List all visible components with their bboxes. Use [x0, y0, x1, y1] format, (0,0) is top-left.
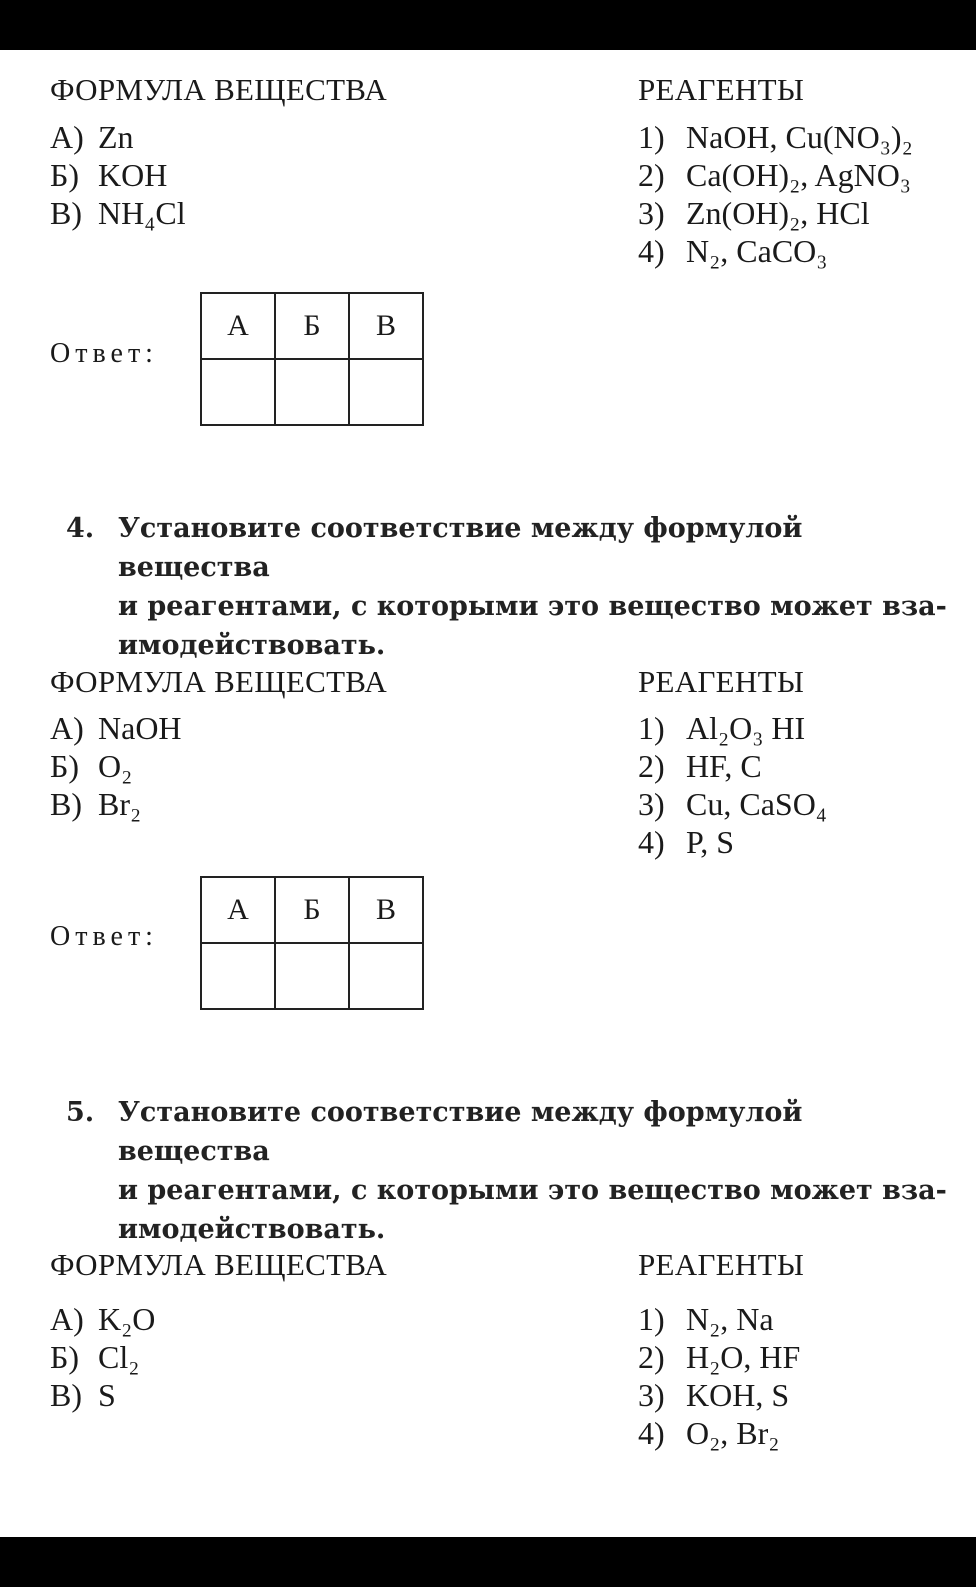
answer-header-c: В	[349, 877, 423, 943]
reagent-item-3: 3) KOH, S	[638, 1377, 790, 1413]
formula-list	[50, 709, 182, 823]
answer-label: Ответ:	[50, 921, 158, 952]
answer-header-c: В	[349, 293, 423, 359]
reagents-column-title: РЕАГЕНТЫ	[638, 1247, 805, 1282]
formula-item-a: А) K₂O	[50, 1301, 156, 1337]
formula-text: NH₄Cl	[98, 195, 186, 231]
formula-list	[50, 118, 186, 232]
formula-item-a: А) NaOH	[50, 710, 182, 746]
formula-column-title: ФОРМУЛА ВЕЩЕСТВА	[50, 664, 388, 699]
formula-item-b: Б) O₂	[50, 748, 133, 784]
reagents-column-title: РЕАГЕНТЫ	[638, 72, 805, 107]
formula-item-c: В) S	[50, 1377, 116, 1413]
reagent-list	[638, 709, 827, 861]
answer-header-b: Б	[275, 877, 349, 943]
bottom-black-bar	[0, 1537, 976, 1587]
task-number: 4.	[66, 513, 95, 544]
answer-cell-a[interactable]	[201, 943, 275, 1009]
reagent-item-2: 2) HF, C	[638, 748, 762, 784]
reagent-item-4: 4) O₂, Br₂	[638, 1415, 780, 1451]
answer-label: Ответ:	[50, 338, 158, 369]
reagent-list	[638, 118, 913, 270]
task-number: 5.	[66, 1097, 95, 1128]
reagents-column-title: РЕАГЕНТЫ	[638, 664, 805, 699]
formula-item-a: А) Zn	[50, 119, 134, 155]
reagent-item-3: 3) Cu, CaSO₄	[638, 786, 827, 822]
formula-item-b: Б) KOH	[50, 157, 168, 193]
task-line: Установите соответствие между формулой вещества	[118, 513, 803, 583]
formula-list	[50, 1300, 155, 1414]
reagent-item-1: 1) N₂, Na	[638, 1301, 774, 1337]
reagent-item-3: 3) Zn(OH)₂, HCl	[638, 195, 870, 231]
answer-cell-a[interactable]	[201, 359, 275, 425]
answer-header-b: Б	[275, 293, 349, 359]
answer-cell-b[interactable]	[275, 943, 349, 1009]
reagent-item-4: 4) P, S	[638, 824, 735, 860]
formula-item-c: В) NH₄Cl	[50, 195, 186, 231]
answer-header-a: А	[201, 877, 275, 943]
formula-column-title: ФОРМУЛА ВЕЩЕСТВА	[50, 72, 388, 107]
task-line: имодействовать.	[118, 630, 386, 661]
task-line: имодействовать.	[118, 1214, 386, 1245]
reagent-item-4: 4) N₂, CaCO₃	[638, 233, 828, 269]
formula-item-b: Б) Cl₂	[50, 1339, 140, 1375]
task-line: Установите соответствие между формулой вещества	[118, 1097, 803, 1167]
answer-header-a: А	[201, 293, 275, 359]
task-line: и реагентами, с которыми это вещество может вза-	[118, 591, 947, 622]
formula-item-c: В) Br₂	[50, 786, 142, 822]
reagent-item-1: 1) Al₂O₃ HI	[638, 710, 806, 746]
formula-text: Zn	[98, 119, 134, 155]
reagent-item-2: 2) H₂O, HF	[638, 1339, 801, 1375]
top-black-bar	[0, 0, 976, 50]
reagent-item-2: 2) Ca(OH)₂, AgNO₃	[638, 157, 911, 193]
answer-table	[200, 292, 424, 426]
answer-table	[200, 876, 424, 1010]
reagent-list	[638, 1300, 800, 1452]
answer-cell-c[interactable]	[349, 943, 423, 1009]
task-line: и реагентами, с которыми это вещество может вза-	[118, 1175, 947, 1206]
formula-column-title: ФОРМУЛА ВЕЩЕСТВА	[50, 1247, 388, 1282]
formula-text: KOH	[98, 157, 168, 193]
reagent-item-1: 1) NaOH, Cu(NO₃)₂	[638, 119, 913, 155]
answer-cell-b[interactable]	[275, 359, 349, 425]
answer-cell-c[interactable]	[349, 359, 423, 425]
